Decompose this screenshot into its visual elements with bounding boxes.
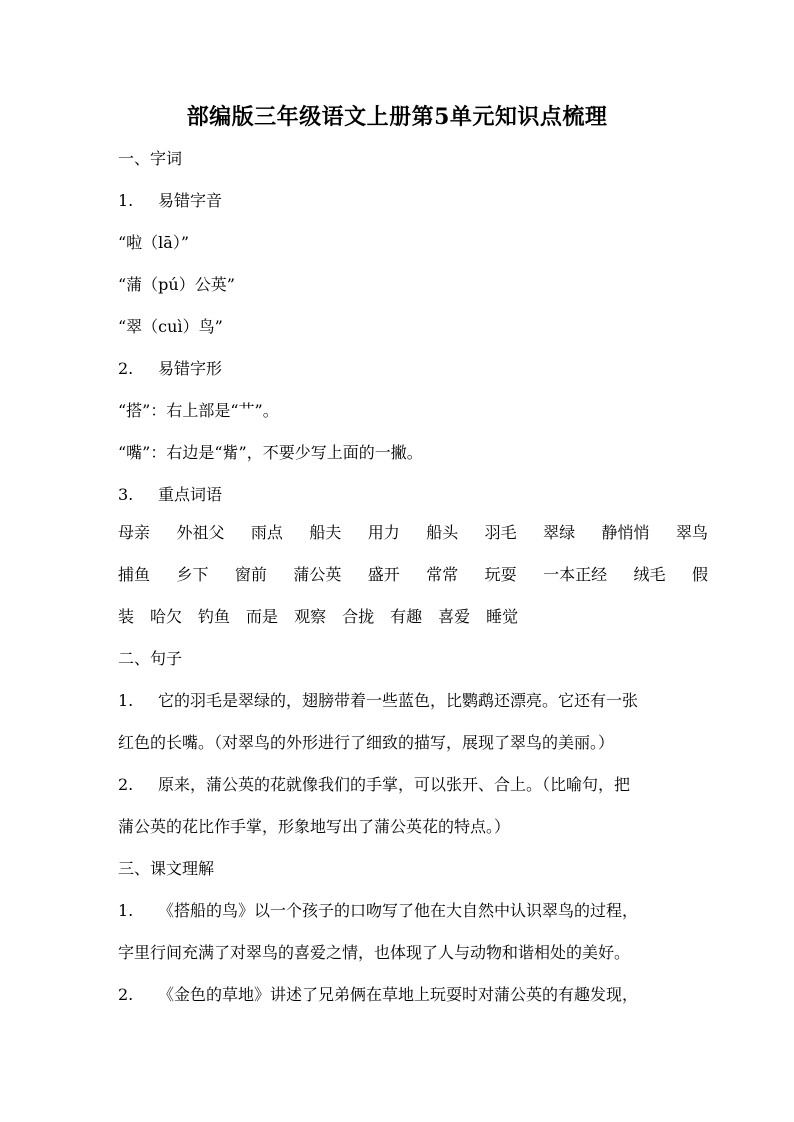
key-word: 乡下 — [176, 565, 209, 584]
key-word: 母亲 — [118, 523, 151, 542]
sentence-item-line — [118, 773, 630, 797]
key-word: 绒毛 — [633, 565, 666, 584]
sentence-item-line — [118, 689, 638, 713]
pronunciation-item: “蒲（pú）公英” — [118, 275, 235, 294]
key-word: 蒲公英 — [293, 565, 342, 584]
key-word: 玩耍 — [484, 565, 517, 584]
section-heading-words: 一、字词 — [118, 149, 183, 168]
subheading-label: 重点词语 — [158, 485, 223, 504]
key-words-row — [118, 521, 708, 545]
item-number: 2. — [118, 775, 134, 794]
key-word: 羽毛 — [484, 523, 517, 542]
section-heading-comprehension: 三、课文理解 — [118, 859, 215, 878]
item-number: 2. — [118, 985, 134, 1004]
key-word: 窗前 — [234, 565, 267, 584]
key-word: 装 — [118, 607, 135, 626]
key-word: 翠绿 — [543, 523, 576, 542]
key-word: 喜爱 — [438, 607, 471, 626]
key-words-row — [118, 605, 708, 629]
comprehension-text: 《搭船的鸟》以一个孩子的口吻写了他在大自然中认识翠鸟的过程， — [158, 901, 639, 920]
key-word: 船夫 — [309, 523, 342, 542]
key-word: 假 — [691, 565, 708, 584]
subheading-key-words — [118, 483, 222, 507]
pronunciation-item: “啦（lā）” — [118, 233, 190, 252]
key-word: 有趣 — [390, 607, 423, 626]
key-word: 船头 — [426, 523, 459, 542]
pronunciation-item: “翠（cuì）鸟” — [118, 317, 223, 336]
subheading-character-form — [118, 357, 222, 381]
item-number: 1. — [118, 691, 134, 710]
subheading-pronunciation — [118, 189, 222, 213]
key-word: 合拢 — [342, 607, 375, 626]
key-word: 盛开 — [367, 565, 400, 584]
section-heading-sentences: 二、句子 — [118, 649, 183, 668]
key-word: 雨点 — [250, 523, 283, 542]
item-number: 1. — [118, 901, 134, 920]
comprehension-item-line — [118, 899, 638, 923]
subheading-number: 3. — [118, 485, 134, 504]
page-title: 部编版三年级语文上册第5单元知识点梳理 — [186, 104, 608, 130]
key-word: 睡觉 — [486, 607, 519, 626]
key-word: 翠鸟 — [675, 523, 708, 542]
key-word: 一本正经 — [543, 565, 608, 584]
comprehension-text: 《金色的草地》讲述了兄弟俩在草地上玩耍时对蒲公英的有趣发现， — [158, 985, 639, 1004]
key-word: 观察 — [294, 607, 327, 626]
comprehension-item-line — [118, 983, 638, 1007]
key-word: 静悄悄 — [601, 523, 650, 542]
character-form-item: “嘴”：右边是“觜”，不要少写上面的一撇。 — [118, 443, 423, 462]
sentence-continuation: 红色的长嘴。（对翠鸟的外形进行了细致的描写，展现了翠鸟的美丽。） — [118, 733, 615, 752]
key-word: 钓鱼 — [198, 607, 231, 626]
key-word: 外祖父 — [176, 523, 225, 542]
subheading-number: 1. — [118, 191, 134, 210]
key-word: 用力 — [367, 523, 400, 542]
key-words-row — [118, 563, 708, 587]
subheading-label: 易错字音 — [158, 191, 223, 210]
sentence-text: 它的羽毛是翠绿的，翅膀带着一些蓝色，比鹦鹉还漂亮。它还有一张 — [158, 691, 639, 710]
sentence-continuation: 蒲公英的花比作手掌，形象地写出了蒲公英花的特点。） — [118, 817, 511, 836]
comprehension-continuation: 字里行间充满了对翠鸟的喜爱之情，也体现了人与动物和谐相处的美好。 — [118, 943, 631, 962]
key-word: 哈欠 — [150, 607, 183, 626]
key-word: 而是 — [246, 607, 279, 626]
key-word: 常常 — [426, 565, 459, 584]
subheading-number: 2. — [118, 359, 134, 378]
sentence-text: 原来，蒲公英的花就像我们的手掌，可以张开、合上。（比喻句，把 — [158, 775, 631, 794]
key-word: 捕鱼 — [118, 565, 151, 584]
character-form-item: “搭”：右上部是“艹”。 — [118, 401, 279, 420]
subheading-label: 易错字形 — [158, 359, 223, 378]
